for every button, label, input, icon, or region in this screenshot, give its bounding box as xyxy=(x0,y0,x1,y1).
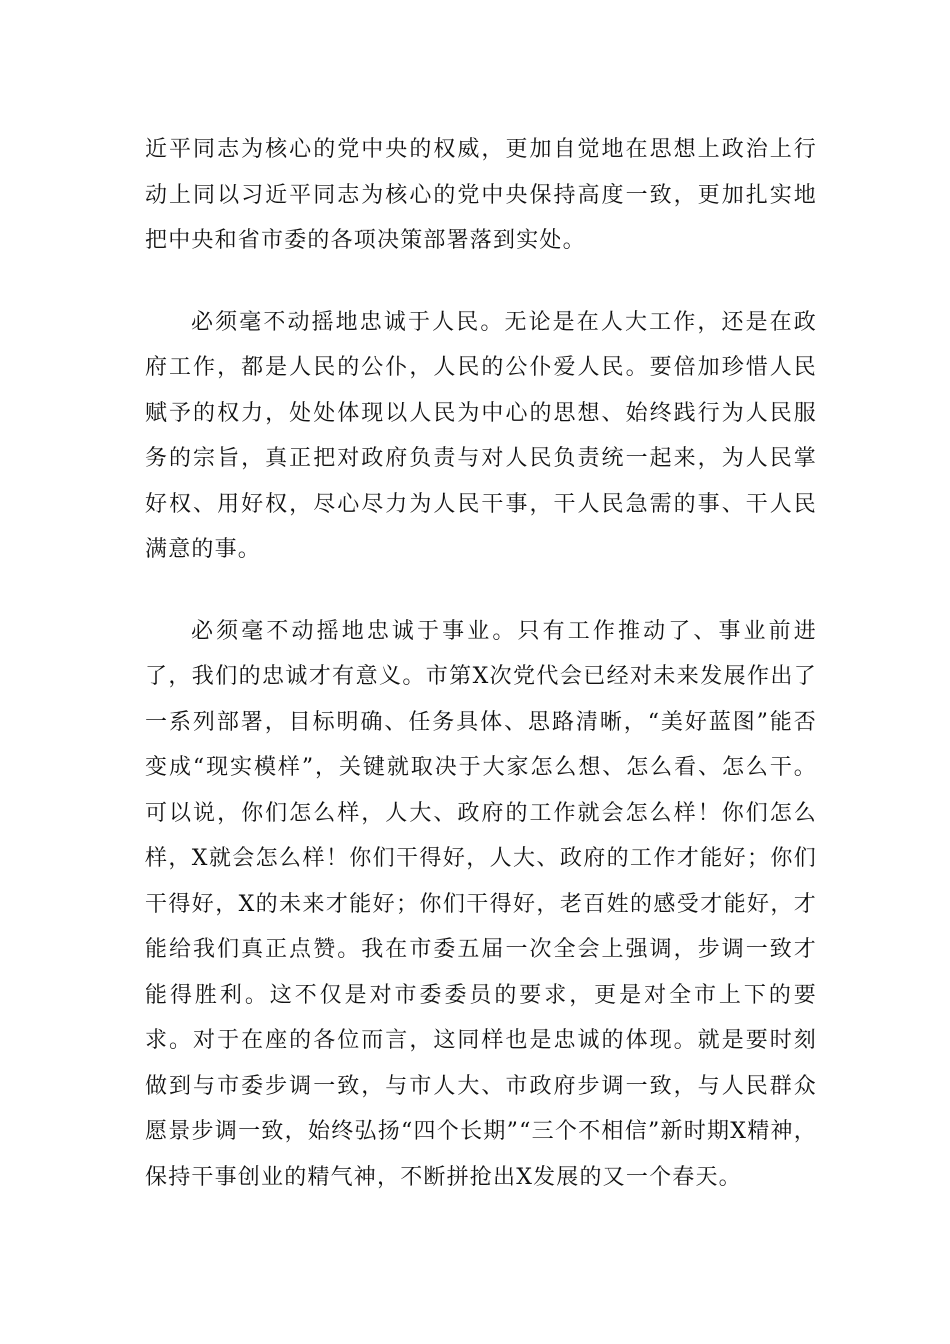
document-body xyxy=(145,127,817,1200)
paragraph-1: 近平同志为核心的党中央的权威，更加自觉地在思想上政治上行动上同以习近平同志为核心的党中央保持高度一致，更加扎实地把中央和省市委的各项决策部署落到实处。 xyxy=(145,137,817,253)
paragraph-3: 必须毫不动摇地忠诚于事业。只有工作推动了、事业前进了，我们的忠诚才有意义。市第X次党代会已经对未来发展作出了一系列部署，目标明确、任务具体、思路清晰，“美好蓝图”能否变成“现实模样”，关键就取决于大家怎么想、怎么看、怎么干。可以说，你们怎么样，人大、政府的工作就会怎么样！你们怎么样，X就会怎么样！你们干得好，人大、政府的工作才能好；你们干得好，X的未来才能好；你们干得好，老百姓的感受才能好，才能给我们真正点赞。我在市委五届一次全会上强调，步调一致才能得胜利。这不仅是对市委委员的要求，更是对全市上下的要求。对于在座的各位而言，这同样也是忠诚的体现。就是要时刻做到与市委步调一致，与市人大、市政府步调一致，与人民群众愿景步调一致，始终弘扬“四个长期”“三个不相信”新时期X精神，保持干事创业的精气神，不断拼抢出X发展的又一个春天。 xyxy=(145,618,817,1190)
paragraph-2: 必须毫不动摇地忠诚于人民。无论是在人大工作，还是在政府工作，都是人民的公仆，人民的公仆爱人民。要倍加珍惜人民赋予的权力，处处体现以人民为中心的思想、始终践行为人民服务的宗旨，真正把对政府负责与对人民负责统一起来，为人民掌好权、用好权，尽心尽力为人民干事，干人民急需的事、干人民满意的事。 xyxy=(145,309,817,562)
